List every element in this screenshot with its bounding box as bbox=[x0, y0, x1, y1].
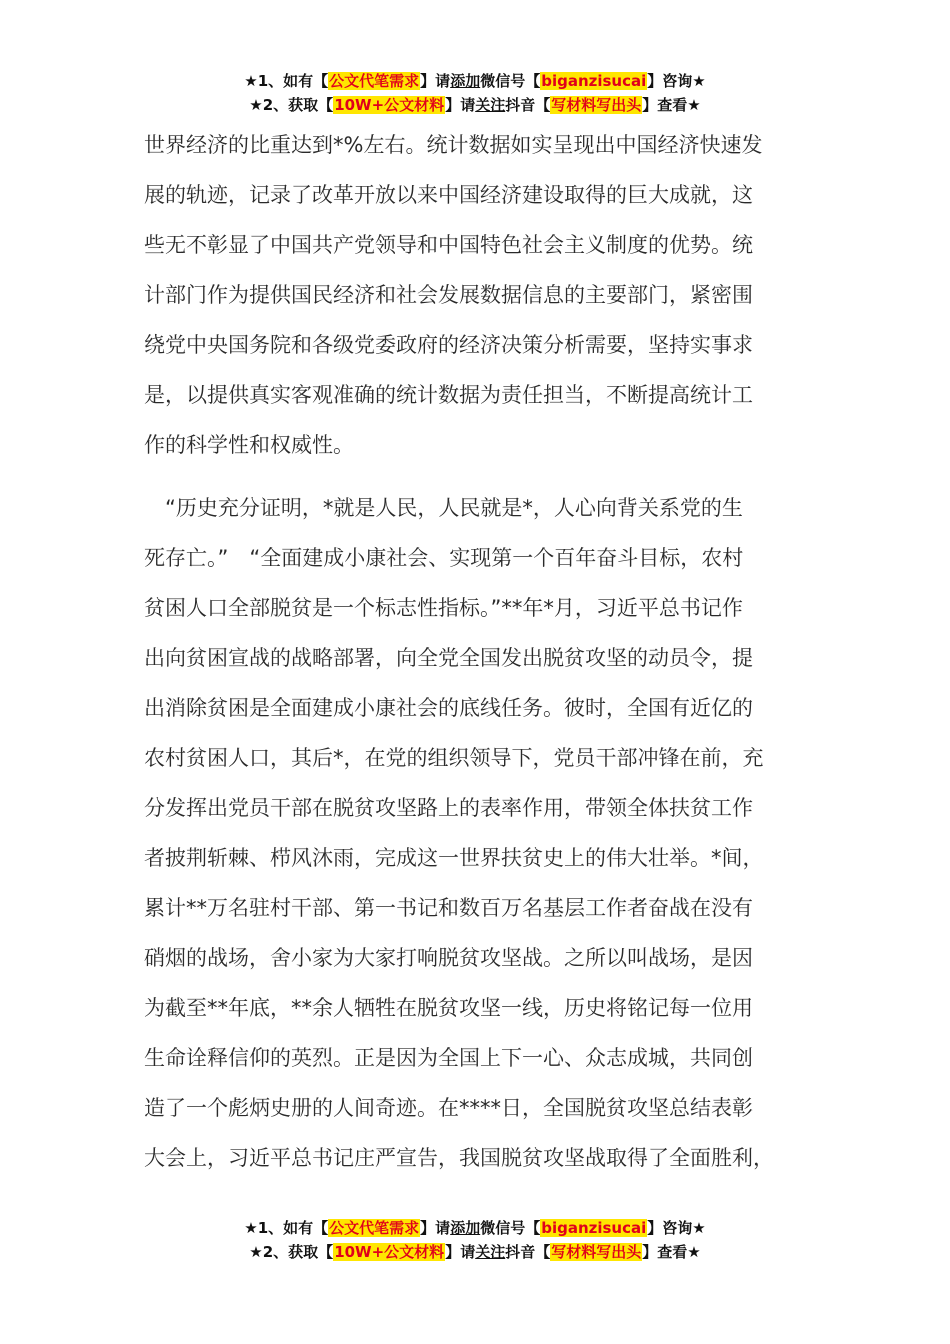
text-line: 展的轨迹，记录了改革开放以来中国经济建设取得的巨大成就，这 bbox=[144, 183, 753, 207]
highlight-douyin-account: 写材料写出头 bbox=[551, 96, 642, 114]
banner-text: 抖音【 bbox=[505, 1243, 551, 1261]
highlight-materials: 10W+公文材料 bbox=[334, 96, 445, 114]
text-line: 死存亡。” “全面建成小康社会、实现第一个百年奋斗目标，农村 bbox=[144, 546, 744, 570]
text-line: 是，以提供真实客观准确的统计数据为责任担当，不断提高统计工 bbox=[144, 383, 753, 407]
text-line: 作的科学性和权威性。 bbox=[144, 433, 354, 457]
banner-text: 】请 bbox=[420, 1219, 451, 1237]
header-banner bbox=[0, 69, 950, 117]
banner-text: 】请 bbox=[445, 96, 476, 114]
paragraph-2 bbox=[144, 483, 808, 1183]
banner-text: 抖音【 bbox=[505, 96, 551, 114]
text-line: 出向贫困宣战的战略部署，向全党全国发出脱贫攻坚的动员令，提 bbox=[144, 646, 753, 670]
banner-text: 】咨询★ bbox=[647, 72, 706, 90]
banner-text: 微信号【 bbox=[480, 1219, 541, 1237]
banner-text: ★2、获取【 bbox=[249, 96, 334, 114]
banner-text: 】请 bbox=[420, 72, 451, 90]
text-line: 为截至**年底，**余人牺牲在脱贫攻坚一线，历史将铭记每一位用 bbox=[144, 996, 753, 1020]
banner-text: ★1、如有【 bbox=[244, 72, 329, 90]
highlight-wechat-id: biganzisucai bbox=[541, 72, 647, 90]
text-line: 计部门作为提供国民经济和社会发展数据信息的主要部门，紧密围 bbox=[144, 283, 753, 307]
highlight-douyin-account: 写材料写出头 bbox=[551, 1243, 642, 1261]
paragraph-spacer bbox=[144, 470, 808, 483]
text-line: 贫困人口全部脱贫是一个标志性指标。”**年*月，习近平总书记作 bbox=[144, 596, 743, 620]
text-line: 造了一个彪炳史册的人间奇迹。在****日，全国脱贫攻坚总结表彰 bbox=[144, 1096, 753, 1120]
text-line: 硝烟的战场，舍小家为大家打响脱贫攻坚战。之所以叫战场，是因 bbox=[144, 946, 753, 970]
banner-line-2 bbox=[0, 1240, 950, 1264]
banner-line-1 bbox=[0, 69, 950, 93]
highlight-ghostwriting: 公文代笔需求 bbox=[329, 1219, 420, 1237]
banner-text: 微信号【 bbox=[480, 72, 541, 90]
text-line: “历史充分证明，*就是人民，人民就是*，人心向背关系党的生 bbox=[144, 496, 743, 520]
text-line: 出消除贫困是全面建成小康社会的底线任务。彼时，全国有近亿的 bbox=[144, 696, 753, 720]
underlined-add: 添加 bbox=[450, 72, 481, 90]
banner-text: ★2、获取【 bbox=[249, 1243, 334, 1261]
underlined-follow: 关注 bbox=[475, 96, 506, 114]
banner-text: 】请 bbox=[445, 1243, 476, 1261]
banner-text: 】查看★ bbox=[642, 1243, 701, 1261]
document-body bbox=[144, 120, 808, 1183]
banner-line-1 bbox=[0, 1216, 950, 1240]
text-line: 些无不彰显了中国共产党领导和中国特色社会主义制度的优势。统 bbox=[144, 233, 753, 257]
text-line: 农村贫困人口，其后*，在党的组织领导下，党员干部冲锋在前，充 bbox=[144, 746, 764, 770]
text-line: 生命诠释信仰的英烈。正是因为全国上下一心、众志成城，共同创 bbox=[144, 1046, 753, 1070]
text-line: 分发挥出党员干部在脱贫攻坚路上的表率作用，带领全体扶贫工作 bbox=[144, 796, 753, 820]
paragraph-1 bbox=[144, 120, 808, 470]
banner-text: ★1、如有【 bbox=[244, 1219, 329, 1237]
underlined-add: 添加 bbox=[450, 1219, 481, 1237]
footer-banner bbox=[0, 1216, 950, 1264]
highlight-ghostwriting: 公文代笔需求 bbox=[329, 72, 420, 90]
text-line: 绕党中央国务院和各级党委政府的经济决策分析需要，坚持实事求 bbox=[144, 333, 753, 357]
text-line: 大会上，习近平总书记庄严宣告，我国脱贫攻坚战取得了全面胜利， bbox=[144, 1146, 774, 1170]
banner-text: 】咨询★ bbox=[647, 1219, 706, 1237]
underlined-follow: 关注 bbox=[475, 1243, 506, 1261]
banner-text: 】查看★ bbox=[642, 96, 701, 114]
highlight-materials: 10W+公文材料 bbox=[334, 1243, 445, 1261]
text-line: 者披荆斩棘、栉风沐雨，完成这一世界扶贫史上的伟大壮举。*间， bbox=[144, 846, 764, 870]
text-line: 世界经济的比重达到*%左右。统计数据如实呈现出中国经济快速发 bbox=[144, 133, 763, 157]
text-line: 累计**万名驻村干部、第一书记和数百万名基层工作者奋战在没有 bbox=[144, 896, 753, 920]
banner-line-2 bbox=[0, 93, 950, 117]
highlight-wechat-id: biganzisucai bbox=[541, 1219, 647, 1237]
